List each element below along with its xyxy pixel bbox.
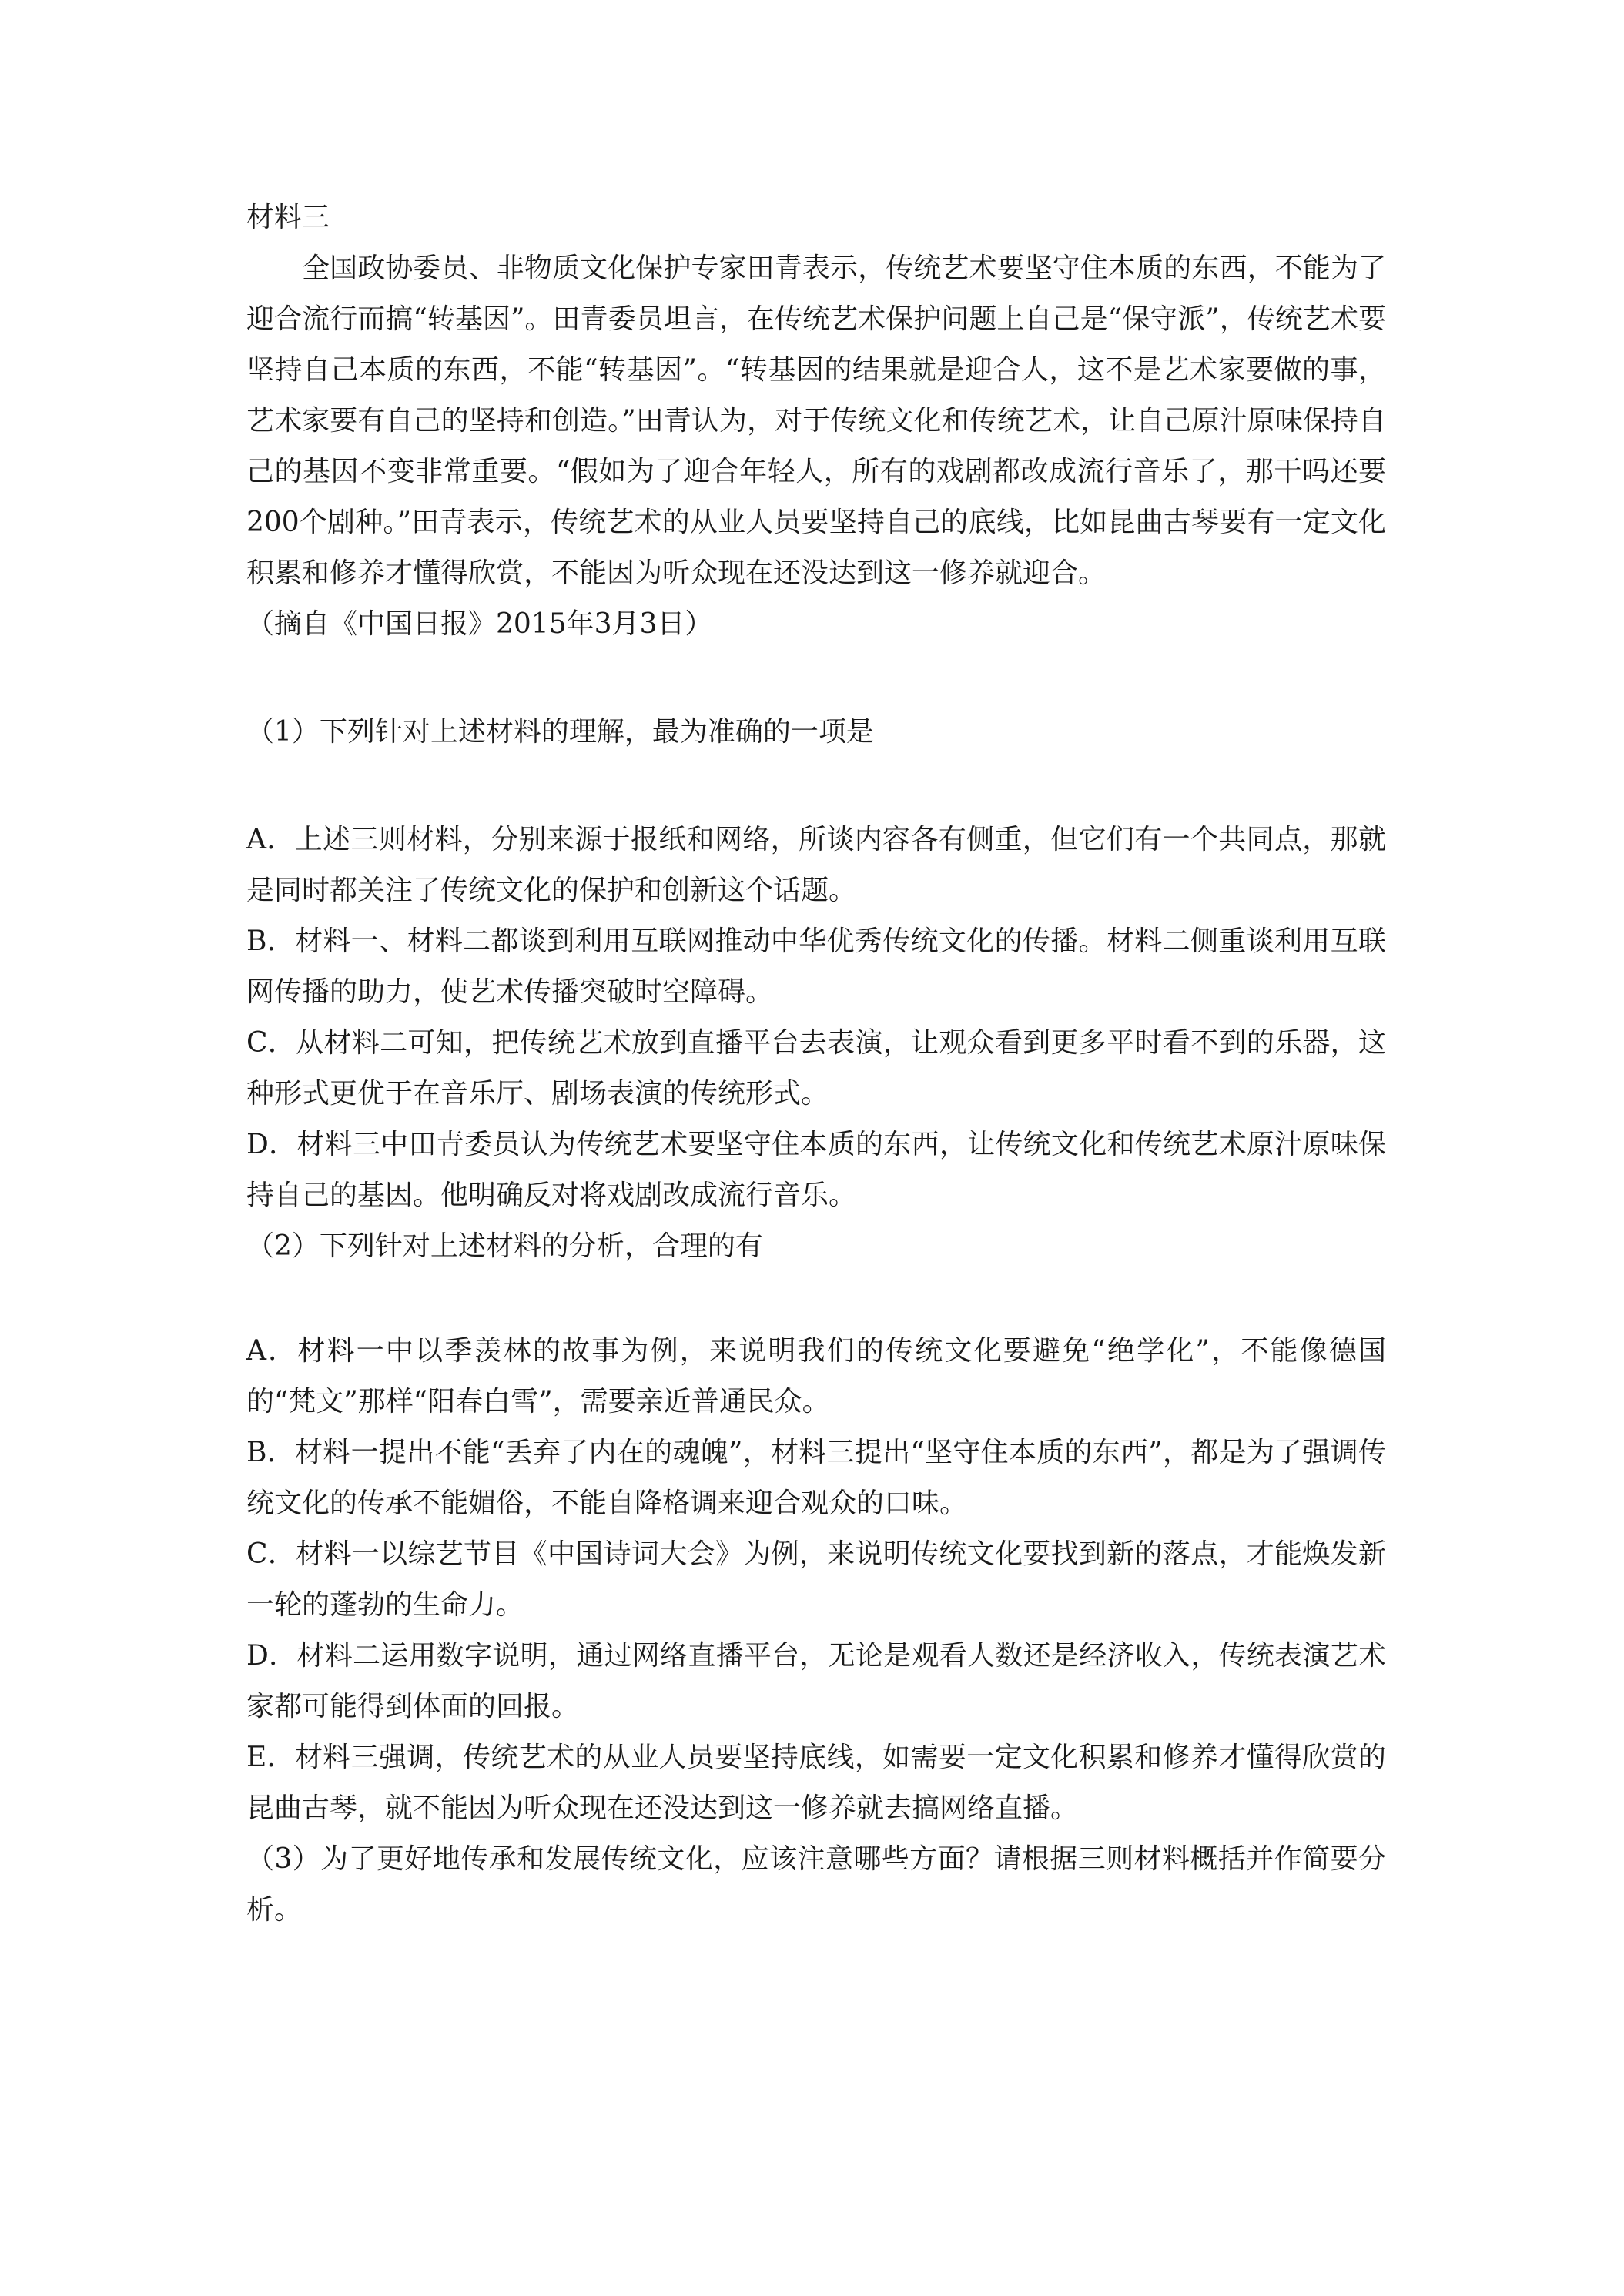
question-2-option-a: A．材料一中以季羡林的故事为例，来说明我们的传统文化要避免“绝学化”，不能像德国的“梵文”那样“阳春白雪”，需要亲近普通民众。 <box>246 1335 1386 1417</box>
question-2-option-e: E．材料三强调，传统艺术的从业人员要坚持底线，如需要一定文化积累和修养才懂得欣赏的昆曲古琴，就不能因为听众现在还没达到这一修养就去搞网络直播。 <box>246 1742 1386 1824</box>
document-page <box>246 192 1386 1936</box>
question-1-option-a: A．上述三则材料，分别来源于报纸和网络，所谈内容各有侧重，但它们有一个共同点，那就是同时都关注了传统文化的保护和创新这个话题。 <box>246 824 1386 906</box>
material-source: （摘自《中国日报》2015年3月3日） <box>246 608 713 640</box>
question-3-stem: （3）为了更好地传承和发展传统文化，应该注意哪些方面？请根据三则材料概括并作简要分析。 <box>246 1843 1386 1926</box>
spacer <box>246 758 1386 815</box>
question-1-option-d: D．材料三中田青委员认为传统艺术要坚守住本质的东西，让传统文化和传统艺术原汁原味保持自己的基因。他明确反对将戏剧改成流行音乐。 <box>246 1129 1386 1211</box>
spacer <box>246 650 1386 707</box>
question-2-option-c: C．材料一以综艺节目《中国诗词大会》为例，来说明传统文化要找到新的落点，才能焕发新一轮的蓬勃的生命力。 <box>246 1538 1386 1621</box>
material-heading: 材料三 <box>246 202 330 233</box>
question-1-option-c: C．从材料二可知，把传统艺术放到直播平台去表演，让观众看到更多平时看不到的乐器，这种形式更优于在音乐厅、剧场表演的传统形式。 <box>246 1027 1386 1110</box>
question-2-option-d: D．材料二运用数字说明，通过网络直播平台，无论是观看人数还是经济收入，传统表演艺术家都可能得到体面的回报。 <box>246 1640 1386 1722</box>
question-2-stem: （2）下列针对上述材料的分析，合理的有 <box>246 1230 763 1262</box>
question-1-option-b: B．材料一、材料二都谈到利用互联网推动中华优秀传统文化的传播。材料二侧重谈利用互联网传播的助力，使艺术传播突破时空障碍。 <box>246 925 1386 1008</box>
question-1-stem: （1）下列针对上述材料的理解，最为准确的一项是 <box>246 716 874 748</box>
question-2-option-b: B．材料一提出不能“丢弃了内在的魂魄”，材料三提出“坚守住本质的东西”，都是为了强调传统文化的传承不能媚俗，不能自降格调来迎合观众的口味。 <box>246 1437 1386 1519</box>
material-body: 全国政协委员、非物质文化保护专家田青表示，传统艺术要坚守住本质的东西，不能为了迎合流行而搞“转基因”。田青委员坦言，在传统艺术保护问题上自己是“保守派”，传统艺术要坚持自己本质的东西，不能“转基因”。“转基因的结果就是迎合人，这不是艺术家要做的事，艺术家要有自己的坚持和创造。”田青认为，对于传统文化和传统艺术，让自己原汁原味保持自己的基因不变非常重要。“假如为了迎合年轻人，所有的戏剧都改成流行音乐了，那干吗还要200个剧种。”田青表示，传统艺术的从业人员要坚持自己的底线，比如昆曲古琴要有一定文化积累和修养才懂得欣赏，不能因为听众现在还没达到这一修养就迎合。 <box>246 253 1386 589</box>
spacer <box>246 1272 1386 1326</box>
